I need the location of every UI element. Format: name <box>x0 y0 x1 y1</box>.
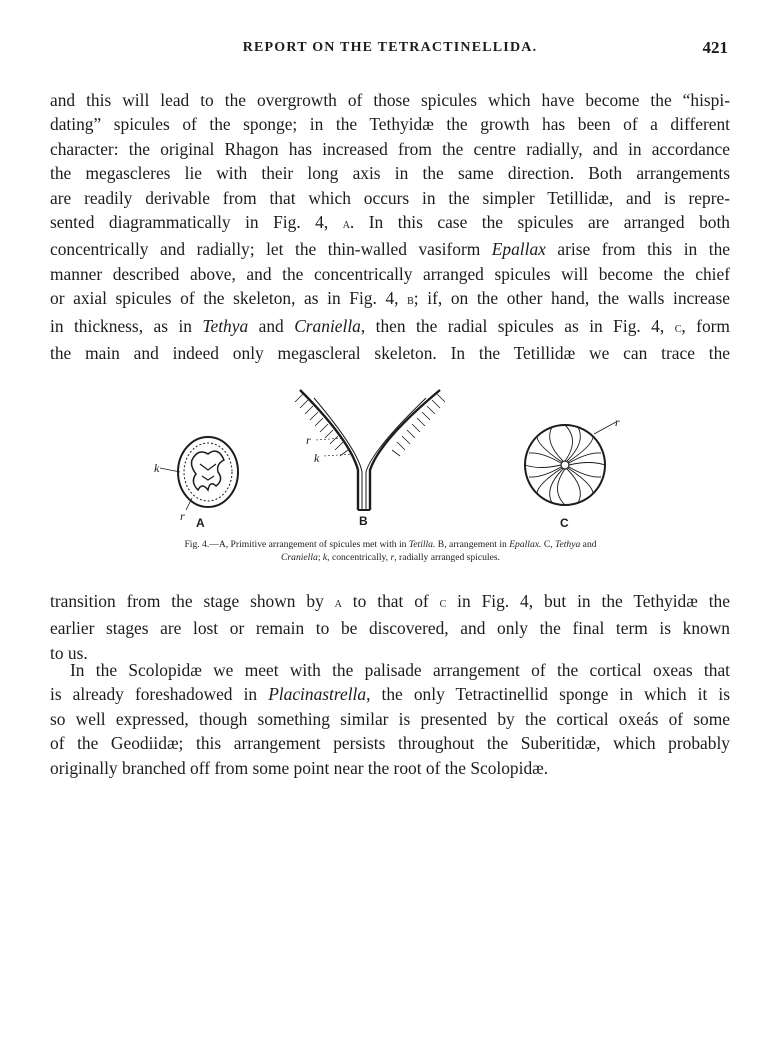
caption-italic: r <box>390 552 395 563</box>
text-run: transition from the stage shown by <box>50 591 335 611</box>
caption-italic: k <box>322 552 328 563</box>
text-run: , form <box>681 315 730 336</box>
figure-ref: a <box>342 217 350 233</box>
genus-name: Tethya <box>202 315 249 336</box>
genus-name: Craniella <box>294 315 361 336</box>
figure-ref: b <box>407 293 414 309</box>
mark-r-a: r <box>180 509 185 523</box>
text-run: in thickness, as in <box>50 315 203 336</box>
mark-r-c: r <box>615 415 620 429</box>
text-line <box>50 589 730 616</box>
text-line: are readily derivable from that which occurs in the simpler Tetillidæ, and is repre- <box>50 187 730 208</box>
figure-4-illustration <box>100 380 680 540</box>
text-line: dating” spicules of the sponge; in the Tethyidæ the growth has been of a different <box>50 114 730 135</box>
text-run: , then the radial spicules as in Fig. 4, <box>360 315 675 336</box>
genus-name: Epallax <box>491 239 546 260</box>
running-title: REPORT ON THE TETRACTINELLIDA. <box>242 40 538 55</box>
diagram-c <box>525 422 616 505</box>
caption-run: C, <box>541 539 556 550</box>
text-line: and this will lead to the overgrowth of those spicules which have become the “hispi- <box>50 90 730 110</box>
caption-italic: Tetilla. <box>408 539 436 550</box>
caption-run: ; <box>317 552 323 563</box>
mark-k-a: k <box>154 461 160 475</box>
text-run: in Fig. 4, but in the Tethyidæ the <box>446 591 730 611</box>
text-run: sented diagrammatically in Fig. 4, <box>50 212 343 233</box>
text-run: to that of <box>341 591 440 611</box>
figure-caption <box>108 538 673 564</box>
text-line <box>50 286 730 313</box>
paragraph-3 <box>50 658 730 780</box>
text-run: or axial spicules of the skeleton, as in Fig. 4, <box>50 288 408 309</box>
paragraph-1 <box>50 88 730 365</box>
text-line: of the Geodiidæ; this arrangement persists throughout the Suberitidæ, which probably <box>50 733 730 754</box>
text-line: so well expressed, though something similar is presented by the cortical oxeás of some <box>50 708 730 729</box>
figure-label-c: C <box>560 516 569 530</box>
paragraph-2 <box>50 589 730 665</box>
caption-run: , concentrically, <box>327 552 391 563</box>
text-run: concentrically and radially; let the thin-walled vasiform <box>50 239 492 260</box>
caption-line <box>108 538 673 551</box>
figure-4 <box>100 380 680 540</box>
text-line <box>50 210 730 237</box>
caption-run: B, arrangement in <box>435 539 510 550</box>
text-line: manner described above, and the concentrically arranged spicules will become the chief <box>50 263 730 284</box>
text-line: to us. <box>50 642 88 663</box>
diagram-a <box>160 437 238 510</box>
caption-line <box>108 551 673 564</box>
text-run: and <box>248 315 295 336</box>
page-number: 421 <box>702 38 728 57</box>
text-line: the main and indeed only megascleral skeleton. In the Tetillidæ we can trace the <box>50 343 730 364</box>
figure-label-b: B <box>359 514 368 528</box>
caption-italic: Tethya <box>555 539 581 550</box>
caption-italic: Craniella <box>281 552 318 563</box>
text-run: ; if, on the other hand, the walls increase <box>413 288 730 309</box>
text-run: . In this case the spicules are arranged both <box>349 212 730 233</box>
text-run: , the only Tetractinellid sponge in which it is <box>366 684 730 705</box>
text-line: character: the original Rhagon has increased from the centre radially, and in accordance <box>50 138 730 159</box>
figure-ref: c <box>674 320 682 336</box>
genus-name: Placinastrella <box>268 684 367 705</box>
text-line: In the Scolopidæ we meet with the palisade arrangement of the cortical oxeas that <box>70 660 730 680</box>
caption-run: Fig. 4.—A, Primitive arrangement of spicules met with in <box>184 539 409 550</box>
figure-ref: c <box>439 596 447 611</box>
text-line <box>50 237 730 261</box>
text-line <box>50 314 730 341</box>
figure-ref: a <box>334 596 342 611</box>
figure-label-a: A <box>196 516 205 530</box>
text-line: earlier stages are lost or remain to be discovered, and only the final term is known <box>50 618 730 639</box>
caption-run: and <box>580 539 597 550</box>
caption-italic: Epallax. <box>509 539 542 550</box>
mark-r-b: r <box>306 433 311 447</box>
text-line: the megascleres lie with their long axis in the same direction. Both arrangements <box>50 163 730 184</box>
text-line <box>50 682 730 706</box>
text-run: arise from this in the <box>545 239 730 260</box>
caption-run: , radially arranged spicules. <box>394 552 500 563</box>
text-line: originally branched off from some point near the root of the Scolopidæ. <box>50 757 549 778</box>
mark-k-b: k <box>314 451 320 465</box>
running-header <box>50 40 730 62</box>
diagram-b <box>295 390 445 510</box>
text-run: is already foreshadowed in <box>50 684 269 705</box>
